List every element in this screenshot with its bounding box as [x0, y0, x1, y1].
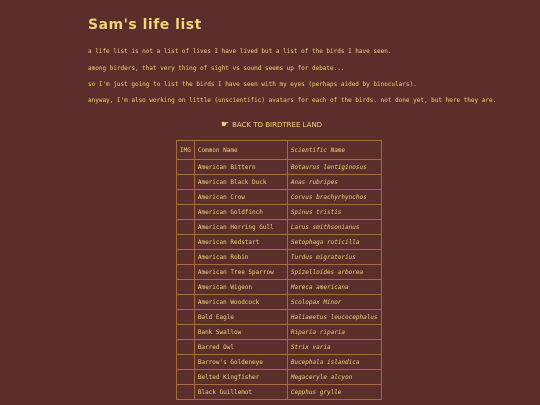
bird-avatar-cell: [177, 340, 195, 355]
common-name-cell: American Woodcock: [194, 295, 287, 310]
table-row: [177, 280, 382, 295]
table-row: [177, 235, 382, 250]
common-name-cell: American Black Duck: [194, 175, 287, 190]
bird-avatar-cell: [177, 295, 195, 310]
table-row: [177, 190, 382, 205]
scientific-name-cell: Riparia riparia: [287, 325, 381, 340]
bird-avatar-cell: [177, 220, 195, 235]
scientific-name-cell: Setophaga ruticilla: [287, 235, 381, 250]
bird-list-table: [176, 140, 382, 400]
table-row: [177, 295, 382, 310]
common-name-cell: American Bittern: [194, 160, 287, 175]
back-to-birdtree-link[interactable]: [221, 121, 322, 129]
header-scientific-name: Scientific Name: [287, 141, 381, 160]
scientific-name-cell: Bucephala islandica: [287, 355, 381, 370]
table-row: [177, 340, 382, 355]
table-row: [177, 370, 382, 385]
common-name-cell: American Tree Sparrow: [194, 265, 287, 280]
intro-paragraph-1: a life list is not a list of lives I have lived but a list of the birds I have seen.: [88, 48, 392, 55]
scientific-name-cell: Spinus tristis: [287, 205, 381, 220]
bird-avatar-cell: [177, 250, 195, 265]
table-row: [177, 310, 382, 325]
common-name-cell: American Crow: [194, 190, 287, 205]
table-row: [177, 325, 382, 340]
scientific-name-cell: Strix varia: [287, 340, 381, 355]
scientific-name-cell: Turdus migratorius: [287, 250, 381, 265]
intro-paragraph-4: anyway, I'm also working on little (unscientific) avatars for each of the birds. not done yet, but here they are.: [88, 97, 497, 104]
common-name-cell: Belted Kingfisher: [194, 370, 287, 385]
scientific-name-cell: Scolopax Minor: [287, 295, 381, 310]
table-row: [177, 220, 382, 235]
table-row: [177, 205, 382, 220]
bird-avatar-cell: [177, 370, 195, 385]
back-link-label: BACK TO BIRDTREE LAND: [232, 121, 323, 129]
scientific-name-cell: Cepphus grylle: [287, 385, 381, 400]
table-row: [177, 175, 382, 190]
common-name-cell: Bald Eagle: [194, 310, 287, 325]
bird-avatar-cell: [177, 280, 195, 295]
intro-paragraph-3: so I'm just going to list the birds I have seen with my eyes (perhaps aided by binoculars).: [88, 81, 417, 88]
table-row: [177, 265, 382, 280]
bird-avatar-cell: [177, 190, 195, 205]
bird-avatar-cell: [177, 235, 195, 250]
common-name-cell: American Robin: [194, 250, 287, 265]
table-row: [177, 160, 382, 175]
bird-avatar-cell: [177, 385, 195, 400]
common-name-cell: Barred Owl: [194, 340, 287, 355]
pointing-hand-icon: ☛: [221, 120, 230, 130]
bird-avatar-cell: [177, 325, 195, 340]
table-header-row: [177, 141, 382, 160]
common-name-cell: Barrow's Goldeneye: [194, 355, 287, 370]
table-row: [177, 355, 382, 370]
bird-avatar-cell: [177, 265, 195, 280]
scientific-name-cell: Spizelloides arborea: [287, 265, 381, 280]
scientific-name-cell: Corvus brachyrhynchos: [287, 190, 381, 205]
scientific-name-cell: Botaurus lentiginosus: [287, 160, 381, 175]
page-title: Sam's life list: [88, 17, 202, 33]
table-row: [177, 250, 382, 265]
common-name-cell: American Wigeon: [194, 280, 287, 295]
common-name-cell: Bank Swallow: [194, 325, 287, 340]
scientific-name-cell: Haliaeetus leucocephalus: [287, 310, 381, 325]
bird-avatar-cell: [177, 310, 195, 325]
bird-avatar-cell: [177, 175, 195, 190]
scientific-name-cell: Anas rubripes: [287, 175, 381, 190]
bird-avatar-cell: [177, 355, 195, 370]
bird-avatar-cell: [177, 160, 195, 175]
intro-paragraph-2: among birders, that very thing of sight vs sound seems up for debate...: [88, 65, 345, 72]
bird-avatar-cell: [177, 205, 195, 220]
common-name-cell: American Goldfinch: [194, 205, 287, 220]
scientific-name-cell: Larus smithsonianus: [287, 220, 381, 235]
header-img: IMG: [177, 141, 195, 160]
common-name-cell: Black Guillemot: [194, 385, 287, 400]
common-name-cell: American Redstart: [194, 235, 287, 250]
header-common-name: Common Name: [194, 141, 287, 160]
scientific-name-cell: Megaceryle alcyon: [287, 370, 381, 385]
table-row: [177, 385, 382, 400]
scientific-name-cell: Mareca americana: [287, 280, 381, 295]
common-name-cell: American Herring Gull: [194, 220, 287, 235]
